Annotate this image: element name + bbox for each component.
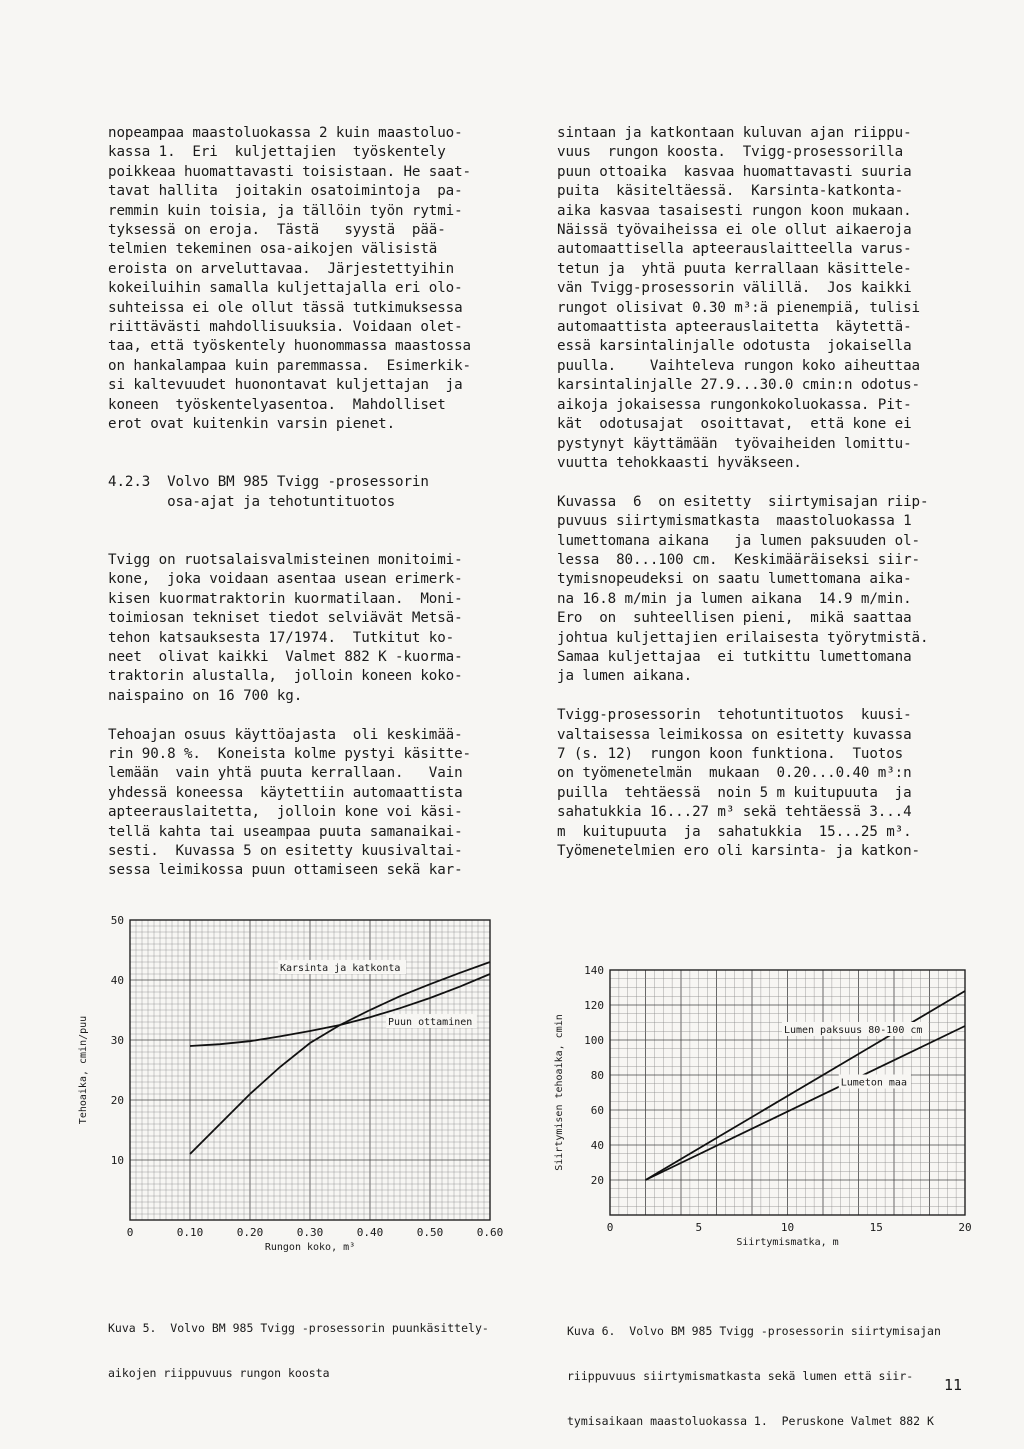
text-line: karsintalinjalle 27.9...30.0 cmin:n odotus- [557, 377, 920, 394]
series-label: Lumen paksuus 80-100 cm [783, 1025, 923, 1036]
text-line: automaattista apteerauslaitetta käytettä- [557, 319, 912, 336]
series-label: Puun ottaminen [388, 1017, 473, 1028]
text-line: remmin kuin toisia, ja tällöin työn rytmi- [108, 202, 463, 219]
text-line: Samaa kuljettajaa ei tutkittu lumettomana [557, 648, 912, 665]
text-line: erot ovat kuitenkin varsin pienet. [108, 416, 396, 433]
text-line: 7 (s. 12) rungon koon funktiona. Tuotos [557, 745, 904, 762]
text-line: kät odotusajat osoittavat, että kone ei [557, 416, 912, 433]
text-line: tavat hallita joitakin osatoimintoja pa- [108, 183, 463, 200]
text-line: kokeiluihin samalla kuljettajalla eri olo- [108, 280, 463, 297]
y-tick-label: 120 [584, 999, 604, 1012]
text-line: tellä kahta tai useampaa puuta samanaikai- [108, 823, 463, 840]
y-tick-label: 60 [590, 1104, 604, 1117]
figure-5-caption [108, 1291, 489, 1396]
text-line: poikkeaa huomattavasti toisistaan. He saat- [108, 163, 471, 180]
y-tick-label: 50 [110, 914, 124, 927]
text-line: na 16.8 m/min ja lumen aikana 14.9 m/min. [557, 590, 912, 607]
y-tick-label: 100 [584, 1034, 604, 1047]
text-line [557, 687, 928, 706]
text-line: Kuvassa 6 on esitetty siirtymisajan riip- [557, 493, 929, 510]
x-tick-label: 15 [869, 1221, 883, 1234]
text-line: aikoja jokaisessa rungonkokoluokassa. Pit- [557, 396, 912, 413]
text-line [108, 531, 471, 550]
caption-line: Kuva 6. Volvo BM 985 Tvigg -prosessorin siirtymisajan [567, 1324, 941, 1338]
text-line: Tehoajan osuus käyttöajasta oli keskimää- [108, 726, 463, 743]
text-line: Ero on suhteellisen pieni, mikä saattaa [557, 610, 912, 627]
x-tick-label: 0.30 [296, 1226, 324, 1239]
text-line: kisen kuormatraktorin kuormatilaan. Moni- [108, 590, 463, 607]
text-line: tymisnopeudeksi on saatu lumettomana aika- [557, 571, 912, 588]
text-line: neet olivat kaikki Valmet 882 K -kuorma- [108, 648, 463, 665]
y-tick-label: 20 [110, 1094, 124, 1107]
text-line: rin 90.8 %. Koneista kolme pystyi käsitte- [108, 745, 471, 762]
text-line: osa-ajat ja tehotuntituotos [108, 493, 396, 510]
y-tick-label: 40 [590, 1139, 604, 1152]
text-line: lemään vain yhtä puuta kerrallaan. Vain [108, 765, 463, 782]
text-line: vuus rungon koosta. Tvigg-prosessorilla [557, 144, 904, 161]
text-line: sintaan ja katkontaan kuluvan ajan riippu- [557, 125, 912, 141]
x-axis-label: Rungon koko, m³ [264, 1242, 356, 1253]
x-axis-label: Siirtymismatka, m [736, 1237, 839, 1248]
figure-6-chart [540, 960, 980, 1270]
x-tick-label: 0 [126, 1226, 134, 1239]
text-line: yhdessä koneessa käytettiin automaattista [108, 784, 463, 801]
text-line: lessa 80...100 cm. Keskimääräiseksi siir- [557, 551, 920, 568]
left-text-column [108, 124, 471, 881]
text-line: rungot olisivat 0.30 m³:ä pienempiä, tulisi [557, 299, 920, 316]
right-text-column [557, 124, 928, 861]
x-tick-label: 0.20 [236, 1226, 264, 1239]
text-line: Tvigg-prosessorin tehotuntituotos kuusi- [557, 707, 912, 724]
text-line: m kuitupuuta ja sahatukkia 15...25 m³. [557, 823, 912, 840]
x-tick-label: 0 [606, 1221, 614, 1234]
y-axis-label: Siirtymisen tehoaika, cmin [554, 1014, 565, 1171]
text-line: aika kasvaa tasaisesti rungon koon mukaan. [557, 202, 912, 219]
text-line: naispaino on 16 700 kg. [108, 687, 303, 704]
text-line: eroista on arveluttavaa. Järjestettyihin [108, 260, 455, 277]
caption-line: riippuvuus siirtymismatkasta sekä lumen että siir- [567, 1369, 914, 1383]
caption-line: Kuva 5. Volvo BM 985 Tvigg -prosessorin puunkäsittely- [108, 1321, 489, 1335]
x-tick-label: 0.40 [356, 1226, 384, 1239]
text-line: lumettomana aikana ja lumen paksuuden ol- [557, 532, 920, 549]
text-line: vuutta tehokkaasti hyväkseen. [557, 454, 802, 471]
text-line: tetun ja yhtä puuta kerrallaan käsittele- [557, 260, 912, 277]
text-line: taa, että työskentely huonommassa maastossa [108, 338, 471, 355]
text-line [108, 454, 471, 473]
text-line: suhteissa ei ole ollut tässä tutkimuksessa [108, 299, 463, 316]
text-line: ja lumen aikana. [557, 668, 693, 685]
x-tick-label: 20 [958, 1221, 972, 1234]
y-tick-label: 40 [110, 974, 124, 987]
text-line: pystynyt käyttämään työvaiheiden lomittu- [557, 435, 912, 452]
x-tick-label: 0.10 [176, 1226, 204, 1239]
caption-line: aikojen riippuvuus rungon koosta [108, 1366, 330, 1380]
text-line: puilla tehtäessä noin 5 m kuitupuuta ja [557, 784, 912, 801]
text-line: Näissä työvaiheissa ei ole ollut aikaeroja [557, 222, 912, 239]
text-line [108, 512, 471, 531]
text-line: sessa leimikossa puun ottamiseen sekä kar- [108, 862, 463, 879]
text-line: on työmenetelmän mukaan 0.20...0.40 m³:n [557, 765, 912, 782]
text-line: puulla. Vaihteleva rungon koko aiheuttaa [557, 357, 920, 374]
text-line: on hankalampaa kuin paremmassa. Esimerkik- [108, 357, 471, 374]
text-line: puun ottoaika kasvaa huomattavasti suuria [557, 163, 912, 180]
y-tick-label: 80 [590, 1069, 604, 1082]
text-line: puvuus siirtymismatkasta maastoluokassa 1 [557, 513, 912, 530]
figure-6-caption [567, 1294, 941, 1444]
text-line: apteerauslaitetta, jolloin kone voi käsi- [108, 804, 463, 821]
text-line [108, 706, 471, 725]
page-number: 11 [944, 1376, 963, 1394]
text-line: kone, joka voidaan asentaa usean erimerk- [108, 571, 463, 588]
text-line: tyksessä on eroja. Tästä syystä pää- [108, 222, 446, 239]
y-tick-label: 30 [110, 1034, 124, 1047]
text-line: puita käsiteltäessä. Karsinta-katkonta- [557, 183, 904, 200]
figure-5-chart [70, 910, 510, 1270]
text-line: valtaisessa leimikossa on esitetty kuvassa [557, 726, 912, 743]
text-line: riittävästi mahdollisuuksia. Voidaan olet- [108, 319, 463, 336]
y-tick-label: 140 [584, 964, 604, 977]
caption-line: tymisaikaan maastoluokassa 1. Peruskone Valmet 882 K [567, 1414, 934, 1428]
text-line: koneen työskentelyasentoa. Mahdolliset [108, 396, 446, 413]
text-line: nopeampaa maastoluokassa 2 kuin maastoluo- [108, 125, 463, 141]
text-line: tehon katsauksesta 17/1974. Tutkitut ko- [108, 629, 455, 646]
text-line: sesti. Kuvassa 5 on esitetty kuusivaltai- [108, 842, 463, 859]
text-line: Työmenetelmien ero oli karsinta- ja katkon- [557, 843, 920, 859]
text-line: 4.2.3 Volvo BM 985 Tvigg -prosessorin [108, 474, 429, 491]
x-tick-label: 10 [780, 1221, 795, 1234]
text-line: vän Tvigg-prosessorin välillä. Jos kaikki [557, 280, 912, 297]
x-tick-label: 0.60 [476, 1226, 504, 1239]
text-line: johtua kuljettajien erilaisesta työrytmistä. [557, 629, 929, 646]
text-line: Tvigg on ruotsalaisvalmisteinen monitoimi- [108, 551, 463, 568]
text-line: telmien tekeminen osa-aikojen välisistä [108, 241, 438, 258]
text-line: kassa 1. Eri kuljettajien työskentely [108, 144, 446, 161]
text-line: automaattisella apteerauslaitteella varus- [557, 241, 912, 258]
text-line: toimiosan tekniset tiedot selviävät Metsä- [108, 610, 463, 627]
text-line: essä karsintalinjalle odotusta jokaisella [557, 338, 912, 355]
series-label: Lumeton maa [840, 1077, 907, 1089]
x-tick-label: 5 [695, 1221, 703, 1234]
y-tick-label: 10 [110, 1154, 124, 1167]
series-label: Karsinta ja katkonta [280, 963, 401, 974]
text-line: traktorin alustalla, jolloin koneen koko- [108, 668, 463, 685]
y-axis-label: Tehoaika, cmin/puu [78, 1015, 89, 1125]
x-tick-label: 0.50 [416, 1226, 444, 1239]
text-line [557, 473, 928, 492]
y-tick-label: 20 [590, 1174, 604, 1187]
text-line: si kaltevuudet huonontavat kuljettajan ja [108, 377, 463, 394]
text-line [108, 435, 471, 454]
text-line: sahatukkia 16...27 m³ sekä tehtäessä 3...4 [557, 804, 912, 821]
